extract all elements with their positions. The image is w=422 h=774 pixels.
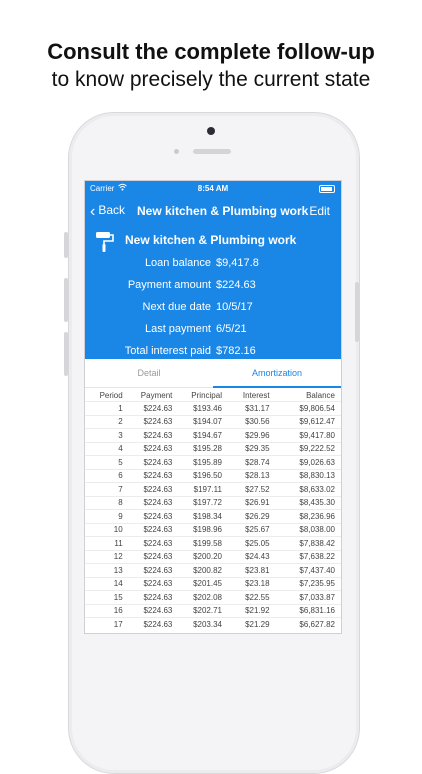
cell-period: 8 xyxy=(85,496,125,510)
status-time: 8:54 AM xyxy=(197,184,229,193)
cell-balance: $7,437.40 xyxy=(270,564,341,578)
col-header-period: Period xyxy=(99,390,123,400)
table-row xyxy=(85,523,341,537)
cell-balance: $8,435.30 xyxy=(270,496,341,510)
table-row xyxy=(85,402,341,416)
cell-period: 7 xyxy=(85,483,125,497)
table-row xyxy=(85,469,341,483)
table-row xyxy=(85,577,341,591)
carrier-label: Carrier xyxy=(90,184,115,193)
cell-period: 6 xyxy=(85,469,125,483)
table-row xyxy=(85,442,341,456)
loan-name: New kitchen & Plumbing work xyxy=(125,233,297,247)
cell-balance: $9,806.54 xyxy=(270,402,341,416)
phone-volume-up xyxy=(64,278,68,322)
summary-row-next-due-date xyxy=(85,301,341,315)
cell-payment: $224.63 xyxy=(125,510,173,524)
cell-principal: $197.72 xyxy=(172,496,222,510)
summary-value: 6/5/21 xyxy=(216,323,247,335)
cell-principal: $195.28 xyxy=(172,442,222,456)
paint-roller-icon xyxy=(95,231,115,258)
cell-interest: $25.05 xyxy=(222,537,270,551)
cell-principal: $198.96 xyxy=(172,523,222,537)
cell-principal: $200.20 xyxy=(172,550,222,564)
cell-interest: $21.29 xyxy=(222,618,270,631)
cell-principal: $195.89 xyxy=(172,456,222,470)
nav-title: New kitchen & Plumbing work xyxy=(137,204,309,218)
cell-period: 10 xyxy=(85,523,125,537)
headline-line-1: Consult the complete follow-up xyxy=(47,39,375,64)
cell-interest: $29.96 xyxy=(222,429,270,443)
cell-balance: $7,235.95 xyxy=(270,577,341,591)
cell-interest: $26.29 xyxy=(222,510,270,524)
cell-principal: $202.08 xyxy=(172,591,222,605)
cell-balance: $9,612.47 xyxy=(270,415,341,429)
table-row xyxy=(85,564,341,578)
cell-payment: $224.63 xyxy=(125,604,173,618)
cell-interest: $27.52 xyxy=(222,483,270,497)
cell-payment: $224.63 xyxy=(125,469,173,483)
cell-interest: $31.17 xyxy=(222,402,270,416)
cell-payment: $224.63 xyxy=(125,456,173,470)
cell-principal: $201.45 xyxy=(172,577,222,591)
cell-principal: $197.11 xyxy=(172,483,222,497)
table-row xyxy=(85,510,341,524)
navigation-bar xyxy=(85,195,341,225)
cell-balance: $9,026.63 xyxy=(270,456,341,470)
cell-interest: $22.55 xyxy=(222,591,270,605)
cell-period: 9 xyxy=(85,510,125,524)
cell-period: 15 xyxy=(85,591,125,605)
summary-value: $224.63 xyxy=(216,279,256,291)
cell-period: 3 xyxy=(85,429,125,443)
cell-period: 13 xyxy=(85,564,125,578)
cell-balance: $9,417.80 xyxy=(270,429,341,443)
cell-principal: $194.07 xyxy=(172,415,222,429)
cell-period: 1 xyxy=(85,402,125,416)
cell-payment: $224.63 xyxy=(125,483,173,497)
cell-balance: $7,638.22 xyxy=(270,550,341,564)
marketing-headline xyxy=(0,38,422,93)
summary-value: $9,417.8 xyxy=(216,257,259,269)
cell-balance: $8,633.02 xyxy=(270,483,341,497)
summary-label: Total interest paid xyxy=(124,345,211,357)
amortization-table xyxy=(85,389,341,631)
back-label: Back xyxy=(98,203,126,217)
phone-volume-down xyxy=(64,332,68,376)
table-row xyxy=(85,591,341,605)
cell-payment: $224.63 xyxy=(125,496,173,510)
table-body xyxy=(85,402,341,631)
cell-principal: $199.58 xyxy=(172,537,222,551)
table-row xyxy=(85,550,341,564)
cell-principal: $203.34 xyxy=(172,618,222,631)
front-camera xyxy=(207,127,215,135)
cell-payment: $224.63 xyxy=(125,577,173,591)
cell-payment: $224.63 xyxy=(125,442,173,456)
summary-label: Payment amount xyxy=(127,279,211,291)
cell-principal: $202.71 xyxy=(172,604,222,618)
cell-payment: $224.63 xyxy=(125,591,173,605)
cell-interest: $21.92 xyxy=(222,604,270,618)
earpiece-speaker xyxy=(193,149,231,154)
cell-interest: $30.56 xyxy=(222,415,270,429)
cell-balance: $8,038.00 xyxy=(270,523,341,537)
cell-interest: $29.35 xyxy=(222,442,270,456)
cell-balance: $8,830.13 xyxy=(270,469,341,483)
table-row xyxy=(85,537,341,551)
status-bar xyxy=(85,181,341,195)
cell-payment: $224.63 xyxy=(125,415,173,429)
summary-row-loan-balance xyxy=(85,257,341,271)
summary-value: $782.16 xyxy=(216,345,256,357)
cell-payment: $224.63 xyxy=(125,537,173,551)
cell-interest: $28.13 xyxy=(222,469,270,483)
table-row xyxy=(85,429,341,443)
tab-detail[interactable]: Detail xyxy=(137,368,161,378)
table-row xyxy=(85,496,341,510)
proximity-sensor xyxy=(174,149,179,154)
cell-principal: $194.67 xyxy=(172,429,222,443)
table-row xyxy=(85,604,341,618)
cell-interest: $28.74 xyxy=(222,456,270,470)
headline-line-2: to know precisely the current state xyxy=(51,68,371,91)
cell-balance: $8,236.96 xyxy=(270,510,341,524)
phone-screen xyxy=(84,180,342,634)
table-row xyxy=(85,483,341,497)
summary-row-payment-amount xyxy=(85,279,341,293)
cell-balance: $7,033.87 xyxy=(270,591,341,605)
cell-period: 17 xyxy=(85,618,125,631)
cell-period: 12 xyxy=(85,550,125,564)
cell-interest: $26.91 xyxy=(222,496,270,510)
cell-payment: $224.63 xyxy=(125,429,173,443)
tab-amortization[interactable]: Amortization xyxy=(251,368,303,378)
cell-payment: $224.63 xyxy=(125,402,173,416)
back-button[interactable] xyxy=(90,203,125,218)
col-header-principal: Principal xyxy=(191,390,222,400)
summary-label: Loan balance xyxy=(144,257,211,269)
table-row xyxy=(85,415,341,429)
cell-balance: $6,627.82 xyxy=(270,618,341,631)
summary-row-last-payment xyxy=(85,323,341,337)
chevron-left-icon: ‹ xyxy=(90,203,96,220)
cell-balance: $7,838.42 xyxy=(270,537,341,551)
cell-payment: $224.63 xyxy=(125,523,173,537)
cell-payment: $224.63 xyxy=(125,564,173,578)
cell-interest: $24.43 xyxy=(222,550,270,564)
cell-balance: $9,222.52 xyxy=(270,442,341,456)
cell-balance: $6,831.16 xyxy=(270,604,341,618)
col-header-interest: Interest xyxy=(242,390,270,400)
battery-icon xyxy=(319,185,335,193)
cell-payment: $224.63 xyxy=(125,550,173,564)
cell-interest: $23.81 xyxy=(222,564,270,578)
cell-period: 2 xyxy=(85,415,125,429)
cell-period: 5 xyxy=(85,456,125,470)
cell-principal: $200.82 xyxy=(172,564,222,578)
cell-interest: $25.67 xyxy=(222,523,270,537)
tab-selected-indicator xyxy=(213,386,341,388)
cell-principal: $196.50 xyxy=(172,469,222,483)
table-row xyxy=(85,618,341,631)
cell-payment: $224.63 xyxy=(125,618,173,631)
segment-tabs xyxy=(85,359,341,388)
cell-period: 14 xyxy=(85,577,125,591)
col-header-balance: Balance xyxy=(306,390,335,400)
summary-label: Last payment xyxy=(144,323,211,335)
cell-principal: $193.46 xyxy=(172,402,222,416)
summary-row-total-interest xyxy=(85,345,341,359)
summary-value: 10/5/17 xyxy=(216,301,253,313)
table-header-row xyxy=(85,389,341,402)
cell-period: 4 xyxy=(85,442,125,456)
phone-mute-switch xyxy=(64,232,68,258)
cell-principal: $198.34 xyxy=(172,510,222,524)
summary-label: Next due date xyxy=(142,301,211,313)
cell-period: 16 xyxy=(85,604,125,618)
edit-button[interactable]: Edit xyxy=(309,204,330,218)
table-row xyxy=(85,456,341,470)
cell-period: 11 xyxy=(85,537,125,551)
col-header-payment: Payment xyxy=(140,390,173,400)
loan-summary xyxy=(85,225,341,359)
phone-power-button xyxy=(355,282,359,342)
cell-interest: $23.18 xyxy=(222,577,270,591)
